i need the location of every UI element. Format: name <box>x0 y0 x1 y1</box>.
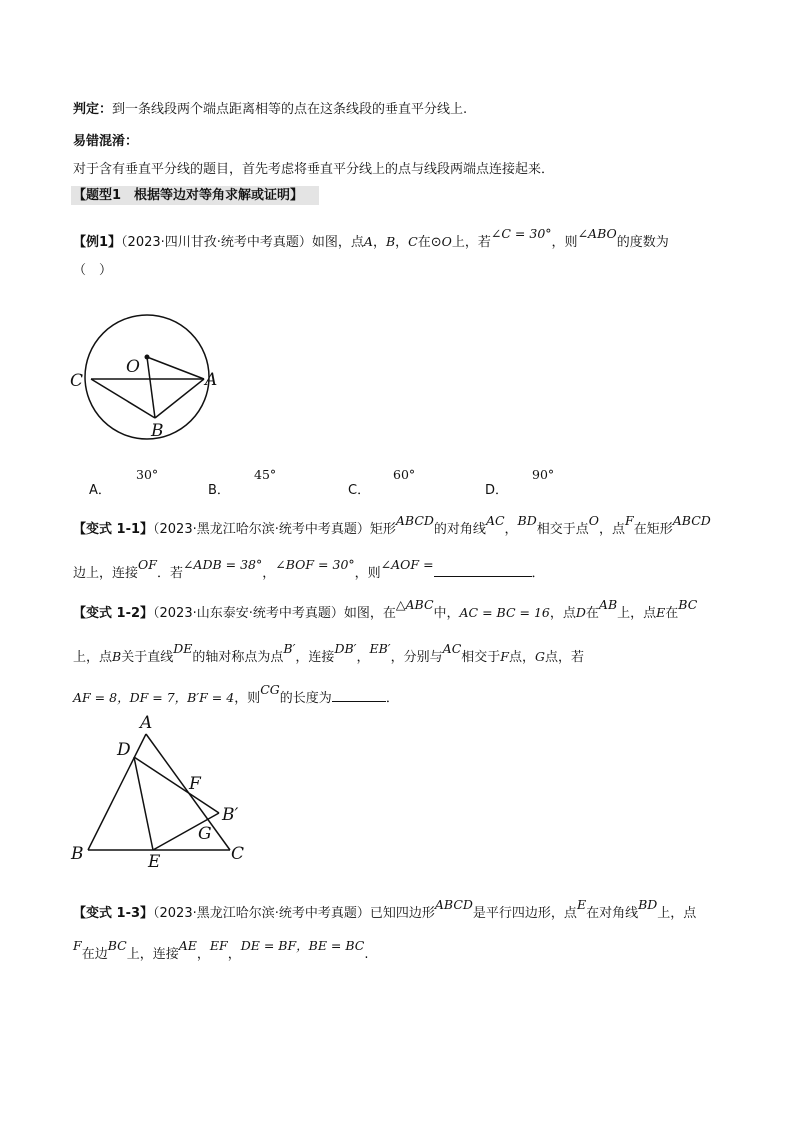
text: 点，若 <box>544 650 584 665</box>
text: 相交于 <box>461 650 501 665</box>
example1-tag: 【例1】 <box>73 235 122 250</box>
variant11-line2 <box>73 557 545 583</box>
example1-answer-paren: （ ） <box>73 263 113 278</box>
topic-title: 【题型1 根据等边对等角求解或证明】 <box>73 188 304 203</box>
pitfall-text: 对于含有垂直平分线的题目，首先考虑将垂直平分线上的点与线段两端点连接起来． <box>73 162 555 177</box>
text: ， <box>196 947 210 962</box>
text: 已知四边形 <box>369 906 435 921</box>
math-C: C <box>408 234 418 249</box>
text: 在边 <box>81 947 108 962</box>
text: 边上，连接 <box>73 566 139 581</box>
variant12-line1 <box>73 597 698 623</box>
text: 上，点 <box>657 906 697 921</box>
segment-cb <box>91 379 155 418</box>
math-condition: AC = BC = 16 <box>459 605 550 620</box>
segment-de <box>134 757 153 850</box>
math-condition: AF = 8，DF = 7，B′F = 4 <box>73 690 235 705</box>
text: 相交于点 <box>536 522 589 537</box>
label-g: G <box>198 824 212 844</box>
variant13-line1 <box>73 897 697 923</box>
math-abcd: ABCD <box>672 513 711 528</box>
math-ebprime: EB′ <box>369 641 391 656</box>
text: ， <box>227 947 241 962</box>
text: 上，点 <box>617 606 657 621</box>
circle-figure <box>60 290 230 450</box>
option-d-letter[interactable]: D． <box>485 483 509 498</box>
math-de: DE <box>173 641 193 656</box>
answer-blank[interactable] <box>434 564 532 577</box>
segment-ab <box>155 379 204 418</box>
text: 关于直线 <box>121 650 174 665</box>
segment-oa <box>147 357 204 379</box>
text: 矩形 <box>369 522 396 537</box>
text: ， <box>356 650 370 665</box>
text: ， <box>395 235 409 250</box>
math-ef: EF <box>209 938 228 953</box>
math-triangle: △ABC <box>395 597 434 612</box>
text: ，则 <box>234 691 261 706</box>
math-bc: BC <box>678 597 698 612</box>
math-d: D <box>575 605 586 620</box>
math-g: G <box>534 649 545 664</box>
option-b-letter[interactable]: B． <box>208 483 230 498</box>
judgement-line <box>73 101 467 119</box>
variant11-line1 <box>73 513 711 539</box>
math-ae: AE <box>178 938 197 953</box>
math-f: F <box>500 649 509 664</box>
text: 如图，点 <box>311 235 364 250</box>
text: 在⊙ <box>417 235 442 250</box>
text: ， <box>262 566 276 581</box>
pitfall-heading: 易错混淆： <box>73 134 139 149</box>
math-A: A <box>363 234 373 249</box>
math-o: O <box>588 513 600 528</box>
option-d-value: 90° <box>532 467 555 482</box>
math-bd: BD <box>638 897 658 912</box>
math-target-angle: ∠ABO <box>577 226 617 241</box>
text: ．若 <box>156 566 183 581</box>
example1-line1 <box>73 226 669 252</box>
variant12-source: （2023·山东泰安·统考中考真题） <box>153 606 344 621</box>
triangle-figure <box>62 710 252 870</box>
variant11-tag: 【变式 1-1】 <box>73 522 154 537</box>
variant12-line2 <box>73 641 584 667</box>
answer-blank[interactable] <box>332 689 386 702</box>
math-bd: BD <box>517 513 537 528</box>
variant11-source: （2023·黑龙江哈尔滨·统考中考真题） <box>153 522 370 537</box>
math-ac: AC <box>442 641 462 656</box>
label-bprime: B′ <box>222 805 239 825</box>
text: 如图，在 <box>343 606 396 621</box>
text: 的对角线 <box>433 522 486 537</box>
variant12-line3 <box>73 682 399 708</box>
text: ，点 <box>549 606 576 621</box>
option-a-value: 30° <box>136 467 159 482</box>
math-f: F <box>73 938 82 953</box>
judgement-text: 到一条线段两个端点距离相等的点在这条线段的垂直平分线上. <box>112 102 468 117</box>
text: . <box>364 947 369 962</box>
variant13-line2 <box>73 938 369 964</box>
text: 上，若 <box>451 235 491 250</box>
label-c: C <box>70 371 84 391</box>
label-a: A <box>140 713 153 733</box>
math-of: OF <box>138 557 157 572</box>
math-condition: ∠BOF = 30° <box>275 557 355 572</box>
circle-o <box>85 315 209 439</box>
text: 上，连接 <box>126 947 179 962</box>
text: ，则 <box>354 566 381 581</box>
text: 的轴对称点为点 <box>192 650 284 665</box>
judgement-label: 判定： <box>73 102 113 117</box>
variant13-source: （2023·黑龙江哈尔滨·统考中考真题） <box>153 906 370 921</box>
text: 的长度为 <box>279 691 332 706</box>
text: ，点 <box>599 522 626 537</box>
math-condition: DE = BF，BE = BC <box>240 938 365 953</box>
math-condition: ∠ADB = 38° <box>182 557 263 572</box>
text: 是平行四边形，点 <box>472 906 577 921</box>
math-f: F <box>625 513 634 528</box>
text: 上，点 <box>73 650 113 665</box>
math-abcd: ABCD <box>434 897 473 912</box>
text: 在 <box>665 606 679 621</box>
text: ． <box>531 566 545 581</box>
math-B: B <box>385 234 396 249</box>
text: 点， <box>508 650 535 665</box>
text: 在对角线 <box>586 906 639 921</box>
math-O: O <box>441 234 452 249</box>
math-bc: BC <box>107 938 127 953</box>
text: ． <box>385 691 399 706</box>
label-c: C <box>231 844 245 864</box>
math-ac: AC <box>485 513 505 528</box>
math-condition: ∠C = 30° <box>490 226 552 241</box>
label-b: B <box>151 421 164 441</box>
variant12-tag: 【变式 1-2】 <box>73 606 154 621</box>
center-point <box>145 355 150 360</box>
variant13-tag: 【变式 1-3】 <box>73 906 154 921</box>
math-b: B <box>112 649 122 664</box>
math-e: E <box>656 605 666 620</box>
option-c-letter[interactable]: C． <box>348 483 371 498</box>
option-c-value: 60° <box>393 467 416 482</box>
example1-source: （2023·四川甘孜·统考中考真题） <box>121 235 312 250</box>
label-b: B <box>71 844 84 864</box>
text: ，分别与 <box>390 650 443 665</box>
label-a: A <box>205 370 218 390</box>
label-d: D <box>117 740 131 760</box>
math-cg: CG <box>260 682 280 697</box>
text: 在矩形 <box>633 522 673 537</box>
math-bprime: B′ <box>283 641 296 656</box>
text: ，连接 <box>295 650 335 665</box>
text: 在 <box>585 606 599 621</box>
label-o: O <box>126 357 140 377</box>
label-f: F <box>189 774 201 794</box>
text: 的度数为 <box>616 235 669 250</box>
math-e: E <box>576 897 587 912</box>
text: 中， <box>433 606 460 621</box>
math-question: ∠AOF = <box>380 557 434 572</box>
segment-ob <box>147 357 155 418</box>
label-e: E <box>148 852 161 870</box>
text: ， <box>504 522 518 537</box>
text: ，则 <box>551 235 578 250</box>
segment-dbprime <box>134 757 219 813</box>
option-a-letter[interactable]: A． <box>89 483 111 498</box>
math-abcd: ABCD <box>395 513 434 528</box>
option-b-value: 45° <box>254 467 277 482</box>
math-ab: AB <box>598 597 618 612</box>
math-dbprime: DB′ <box>334 641 357 656</box>
text: ， <box>372 235 386 250</box>
